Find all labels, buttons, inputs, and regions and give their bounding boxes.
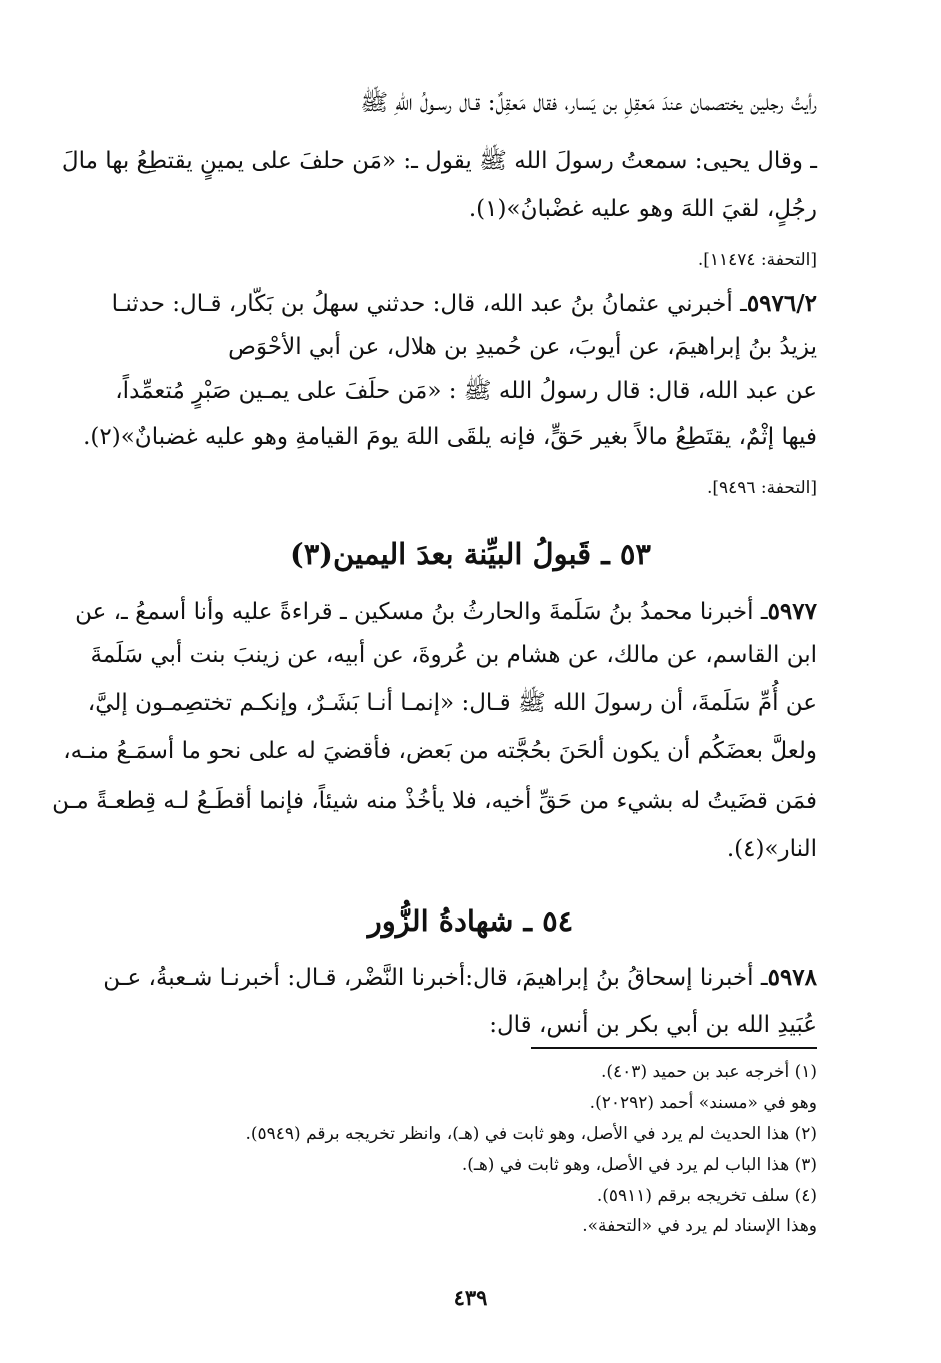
hadith-text: ـ أخبرنا إسحاقُ بنُ إبراهيمَ، قال:أخبرنا النَّضْر، قـال: أخبرنـا شـعبةُ، عـن <box>103 965 768 991</box>
hadith-text: ـ أخبرنا محمدُ بنُ سَلَمةَ والحارثُ بنُ مسكين ـ قراءةً عليه وأنا أسمعُ ـ، عن <box>75 599 768 625</box>
footnote-3: (٣) هذا الباب لم يرد في الأصل، وهو ثابت في (هـ). <box>461 1155 817 1175</box>
hadith-number: ٥٩٧٧ <box>767 598 817 625</box>
tuhfa-reference-1: [التحفة: ١١٤٧٤]. <box>697 250 817 270</box>
hadith-number: ٥٩٧٦/٢ <box>746 290 817 317</box>
hadith-5976-line-4: فيها إثْمٌ، يقتَطِعُ مالاً بغير حَقٍّ، فإنه يلقَى اللهَ يومَ القيامةِ وهو عليه غضبانٌ»(٢). <box>83 424 817 450</box>
hadith-5977-line-5: فمَن قضَيتُ له بشيء من حَقِّ أخيه، فلا يأخُذْ منه شيئاً، فإنما أقطَـعُ لـه قِطعـةً مـن <box>52 788 817 814</box>
hadith-5977-line-1 <box>75 598 817 627</box>
hadith-5977-line-3: عن أُمِّ سَلَمةَ، أن رسولَ الله ﷺ قـال: «إنمـا أنـا بَشَـرٌ، وإنكـم تختصِمـون إليَّ، <box>87 690 817 716</box>
chapter-53-heading: ٥٣ ـ قَبولُ البيِّنة بعدَ اليمين(٣) <box>289 537 652 571</box>
hadith-5978-line-1 <box>103 964 817 993</box>
hadith-text: ـ أخبرني عثمانُ بنُ عبد الله، قال: حدثني سهلُ بن بَكّار، قـال: حدثنـا <box>111 291 747 317</box>
footnote-4: (٤) سلف تخريجه برقم (٥٩١١). <box>596 1186 817 1206</box>
hadith-5977-line-6: النار»(٤). <box>726 836 817 862</box>
hadith-5977-line-4: ولعلَّ بعضَكُم أن يكون ألحَنَ بحُجَّته من بَعض، فأقضيَ له على نحو ما أسمَـعُ منـه، <box>63 738 817 764</box>
page-number: ٤٣٩ <box>453 1285 488 1310</box>
footnote-2: (٢) هذا الحديث لم يرد في الأصل، وهو ثابت في (هـ)، وانظر تخريجه برقم (٥٩٤٩). <box>245 1124 817 1144</box>
hadith-5976-line-1 <box>111 290 817 319</box>
footnote-1: (١) أخرجه عبد بن حميد (٤٠٣). <box>600 1062 817 1082</box>
footnote-4-continued: وهذا الإسناد لم يرد في «التحفة». <box>582 1216 817 1236</box>
hadith-number: ٥٩٧٨ <box>767 964 817 991</box>
hadith-5975-line-1: رأيتُ رجلين يختصمان عندَ مَعقِلِ بن يَسار، فقال مَعقِلٌ: قـال رسـولُ اللهِ ﷺ <box>360 90 817 116</box>
tuhfa-reference-2: [التحفة: ٩٤٩٦]. <box>706 478 817 498</box>
hadith-5975-line-3: رجُلٍ، لقيَ اللهَ وهو عليه غضْبانُ»(١). <box>468 196 817 222</box>
chapter-54-heading: ٥٤ ـ شهادةُ الزُّور <box>367 904 574 938</box>
hadith-5977-line-2: ابن القاسم، عن مالك، عن هشام بن عُروةَ، عن أبيه، عن زينبَ بنت أبي سَلَمةَ <box>90 642 817 668</box>
hadith-5976-line-2: يزيدُ بنُ إبراهيمَ، عن أيوبَ، عن حُميدِ بن هلال، عن أبي الأحْوَص <box>228 334 817 360</box>
hadith-5975-line-2: ـ وقال يحيى: سمعتُ رسولَ الله ﷺ يقول ـ: «مَن حلفَ على يمينٍ يقتطِعُ بها مالَ <box>61 148 817 174</box>
hadith-5978-line-2: عُبَيدِ الله بن أبي بكر بن أنس، قال: <box>489 1012 817 1038</box>
hadith-5976-line-3: عن عبد الله، قال: قال رسولُ الله ﷺ : «مَن حلَفَ على يمـين صَبْرٍ مُتعمِّداً، <box>115 378 817 404</box>
footnote-1-continued: وهو في «مسند» أحمد (٢٠٢٩٢). <box>589 1093 817 1113</box>
footnote-divider <box>531 1047 817 1049</box>
